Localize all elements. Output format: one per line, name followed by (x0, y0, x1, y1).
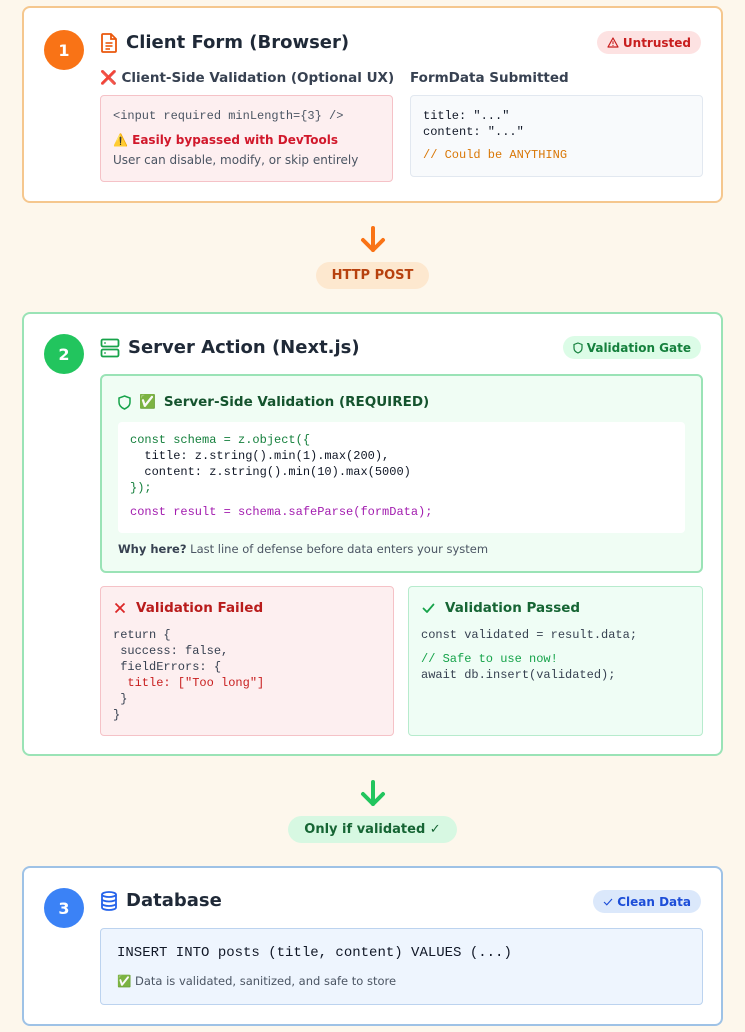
shield-icon (118, 395, 131, 410)
validation-gate-badge (563, 336, 701, 359)
code-line: content: z.string().min(10).max(5000) (130, 465, 411, 479)
formdata-line-content: content: "..." (423, 125, 524, 139)
validated-connector (0, 778, 745, 843)
badge-label: Validation Gate (586, 340, 691, 355)
code-line: }); (130, 481, 152, 495)
check-emoji: ✅ (117, 974, 132, 988)
validation-failed-heading: Validation Failed (114, 600, 263, 616)
why-here-note: Why here? Last line of defense before data enters your system (118, 542, 489, 556)
step-number-badge: 2 (44, 334, 84, 374)
client-validation-box (100, 95, 393, 182)
formdata-heading: FormData Submitted (410, 70, 569, 86)
badge-label: Clean Data (617, 894, 691, 909)
card-title-text: Database (126, 890, 222, 911)
code-comment: // Safe to use now! (421, 652, 558, 666)
server-icon (100, 338, 120, 358)
x-icon (114, 602, 126, 614)
check-emoji: ✅ (139, 394, 156, 410)
card-title-text: Client Form (Browser) (126, 32, 350, 53)
database-icon (100, 891, 118, 911)
client-validation-code: <input required minLength={3} /> (113, 109, 344, 123)
card-title (100, 337, 360, 358)
card-title (100, 32, 349, 53)
code-line: } (113, 708, 121, 722)
server-validation-box (100, 374, 703, 573)
validation-passed-box (408, 586, 703, 736)
validation-passed-heading: Validation Passed (422, 600, 580, 616)
file-text-icon (100, 33, 118, 53)
check-icon (422, 603, 435, 614)
clean-data-note: ✅ Data is validated, sanitized, and safe to store (117, 974, 397, 988)
cross-mark-emoji: ❌ (100, 70, 117, 86)
formdata-comment: // Could be ANYTHING (423, 148, 568, 162)
only-if-validated-label: Only if validated ✓ (288, 816, 456, 843)
code-line: const validated = result.data; (421, 628, 638, 642)
validation-failed-box (100, 586, 394, 736)
badge-label: Untrusted (622, 35, 691, 50)
zod-schema-code-block (118, 422, 685, 533)
code-line-result: const result = schema.safeParse(formData); (130, 505, 433, 519)
sql-statement: INSERT INTO posts (title, content) VALUES (...) (117, 945, 512, 961)
code-line: fieldErrors: { (113, 660, 222, 674)
bypass-note: User can disable, modify, or skip entirely (113, 153, 359, 167)
client-validation-heading: ❌ Client-Side Validation (Optional UX) (100, 70, 395, 86)
code-line: const schema = z.object({ (130, 433, 311, 447)
step-database-card (22, 866, 723, 1026)
code-line: } (113, 692, 128, 706)
step-number-badge: 1 (44, 30, 84, 70)
untrusted-badge (597, 31, 701, 54)
shield-icon (573, 342, 583, 354)
code-line: return { (113, 628, 171, 642)
step-server-action-card (22, 312, 723, 756)
code-line: await db.insert(validated); (421, 668, 616, 682)
code-line: success: false, (113, 644, 229, 658)
server-validation-heading: ✅ Server-Side Validation (REQUIRED) (118, 394, 429, 410)
field-error-line: title: ["Too long"] (113, 676, 265, 690)
formdata-line-title: title: "..." (423, 109, 510, 123)
bypass-warning: ⚠️ Easily bypassed with DevTools (113, 133, 339, 147)
warning-triangle-icon (607, 37, 619, 48)
code-line: title: z.string().min(1).max(200), (130, 449, 390, 463)
arrow-down-icon (357, 224, 389, 256)
card-title-text: Server Action (Next.js) (128, 337, 360, 358)
http-post-connector (0, 224, 745, 289)
http-post-label: HTTP POST (316, 262, 430, 289)
formdata-box (410, 95, 703, 177)
arrow-down-icon (357, 778, 389, 810)
step-number-badge: 3 (44, 888, 84, 928)
step-client-form-card (22, 6, 723, 203)
card-title (100, 890, 222, 911)
check-icon (603, 898, 613, 906)
warning-emoji: ⚠️ (113, 133, 128, 147)
sql-box (100, 928, 703, 1005)
clean-data-badge (593, 890, 701, 913)
